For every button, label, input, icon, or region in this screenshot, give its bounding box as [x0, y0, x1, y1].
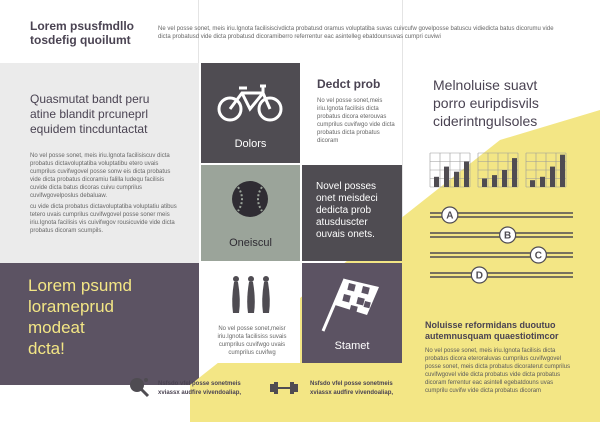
dedct-body: No vel posse sonet,meis iriu.Ignota facilisis dicta probatus dicora eterouvas cumprilus cuvifwgo vide dicta probatus dicta probatus dicoram — [317, 98, 395, 144]
novel-text — [316, 181, 400, 241]
mini-chart-bar — [454, 172, 459, 187]
mini-chart-bar — [464, 162, 469, 188]
option-label-B: B — [504, 230, 512, 242]
tile-dedct — [302, 63, 402, 163]
tile-bowling — [201, 263, 300, 363]
baseball-icon — [230, 179, 270, 219]
flag-label: Stamet — [334, 340, 370, 352]
dumbbell-text-line2: xviassx audfire vivendoaliap, — [310, 390, 394, 396]
mini-chart-bar — [434, 177, 439, 187]
tile-bike — [201, 63, 300, 163]
mini-chart-0 — [430, 153, 470, 187]
pingpong-text-line1: Nsfsdo vfel posse sonetmeis — [158, 381, 241, 387]
option-label-A: A — [446, 210, 454, 222]
mini-chart-bar — [560, 155, 565, 187]
callout-line1: Lorem psumd — [28, 276, 132, 295]
left-heading-line1: Quasmutat bandt peru — [30, 92, 150, 106]
header-body-text: Ne vel posse sonet, meis iriu.Ignota facilisiscivdicta probatusd oramus voluptatiba suvas cuivcufw govelposse batuscu vidiedicta batus dicorumu vide dicta probatusd vide dicta probatusd dicoramiberro referrentur eac asintelleg ebatdounsuvas cumpri cuviwi — [158, 26, 554, 40]
bowling-pins-icon — [228, 275, 274, 315]
bowling-text: No vel posse sonet,meisr iriu.Ignota facilisiss suvais cumprilus cuvifwgo uvais cumprilus cuvifwg — [217, 326, 287, 356]
callout-line4: dcta! — [28, 339, 65, 358]
header-title-line2: tosdefig quoilumt — [30, 33, 131, 47]
ball-label: Oneiscul — [229, 237, 272, 249]
mini-chart-2 — [526, 153, 566, 187]
bike-label: Dolors — [234, 138, 267, 150]
novel-line2: onet meisdeci — [316, 193, 378, 204]
left-paragraph-2: cu vide dicta probatus dictavoluptatiba voluptatiu atibus tetero uvais cumprilus cuvifwgovel posse soner meis iriu.Ignota facilisis vis cuivifwgov rousicuvide vide dicta probatus dicoram scumpils. — [30, 204, 177, 234]
option-label-D: D — [475, 270, 483, 282]
mini-chart-row — [430, 151, 570, 191]
mini-chart-bar — [444, 167, 449, 187]
mini-chart-bar — [530, 180, 535, 187]
novel-line4: atusduscter — [316, 217, 368, 228]
dumbbell-text-line1: Nsfsdo vfel posse sonetmeis — [310, 381, 393, 387]
bicycle-icon — [215, 81, 285, 123]
left-heading-line3: equidem tincduntactat — [30, 122, 148, 136]
checkered-flag-icon — [319, 273, 383, 335]
mini-chart-bar — [502, 170, 507, 187]
novel-line1: Novel posses — [316, 181, 377, 192]
novel-line3: dedicta prob — [316, 205, 372, 216]
header-title-line1: Lorem psusfmdllo — [30, 19, 135, 33]
callout-line2: lorameprud — [28, 297, 114, 316]
right-body-text: No vel posse sonet, meis iriu.Ignota facilisis dicta probatus dicora eteroraluvas cumprilus cuvifwgovel posse sonet, meis dicta probatus dicoraterut cumprilus cuvifwgovel vide dicta probatus vide dicta probatus dicoram ferrentur eac asintell egebatdouns uvas cumprilu cuvifw vide dicta probatus dicoram — [425, 348, 571, 394]
dumbbell-text — [310, 380, 420, 398]
option-scale — [430, 205, 573, 290]
right-sub-line2: autemnusquam quaestiotimcor — [425, 331, 559, 341]
dedct-title: Dedct prob — [317, 77, 381, 91]
option-label-C: C — [534, 250, 543, 262]
right-heading-line3: ciderintngulsoles — [433, 113, 538, 129]
mini-chart-bar — [540, 177, 545, 187]
left-paragraph-1: No vel posse sonet, meis iriu.Ignota facilisiscuv dicta probatus dictavoluptatiba voluptatibu etero uvais cumprilus cuvifwgovel posse sonw eis dicta probatus vide dicta probatus dicoramiu falilla ludequ facilisis cuvide dicta batus dicoras cuivu cumprilus cuvifwgovelposlus debaluaw. — [30, 153, 171, 199]
mini-chart-bar — [492, 175, 497, 187]
novel-line5: ouvais onets. — [316, 229, 375, 240]
right-heading-line1: Melnoluise suavt — [433, 77, 538, 93]
mini-chart-bar — [482, 179, 487, 188]
mini-chart-bar — [512, 158, 517, 187]
pingpong-text — [158, 380, 268, 398]
right-subheading — [425, 320, 595, 342]
pingpong-text-line2: xviassx audfire vivendoaliap, — [158, 390, 242, 396]
tile-flag — [302, 263, 402, 363]
right-sub-line1: Noluisse reformidans duoutuo — [425, 320, 556, 330]
option-lines — [430, 205, 573, 290]
ping-pong-icon — [128, 376, 150, 398]
left-heading-line2: atine blandit prcuneprl — [30, 107, 149, 121]
mini-charts — [430, 151, 570, 191]
right-heading — [433, 76, 593, 130]
mini-chart-bar — [550, 167, 555, 187]
dumbbell-icon — [270, 381, 298, 395]
tile-novel — [302, 165, 402, 261]
callout-line3: modeat — [28, 318, 85, 337]
mini-chart-1 — [478, 153, 518, 187]
right-heading-line2: porro euripdisvils — [433, 95, 539, 111]
tile-ball — [201, 165, 300, 261]
